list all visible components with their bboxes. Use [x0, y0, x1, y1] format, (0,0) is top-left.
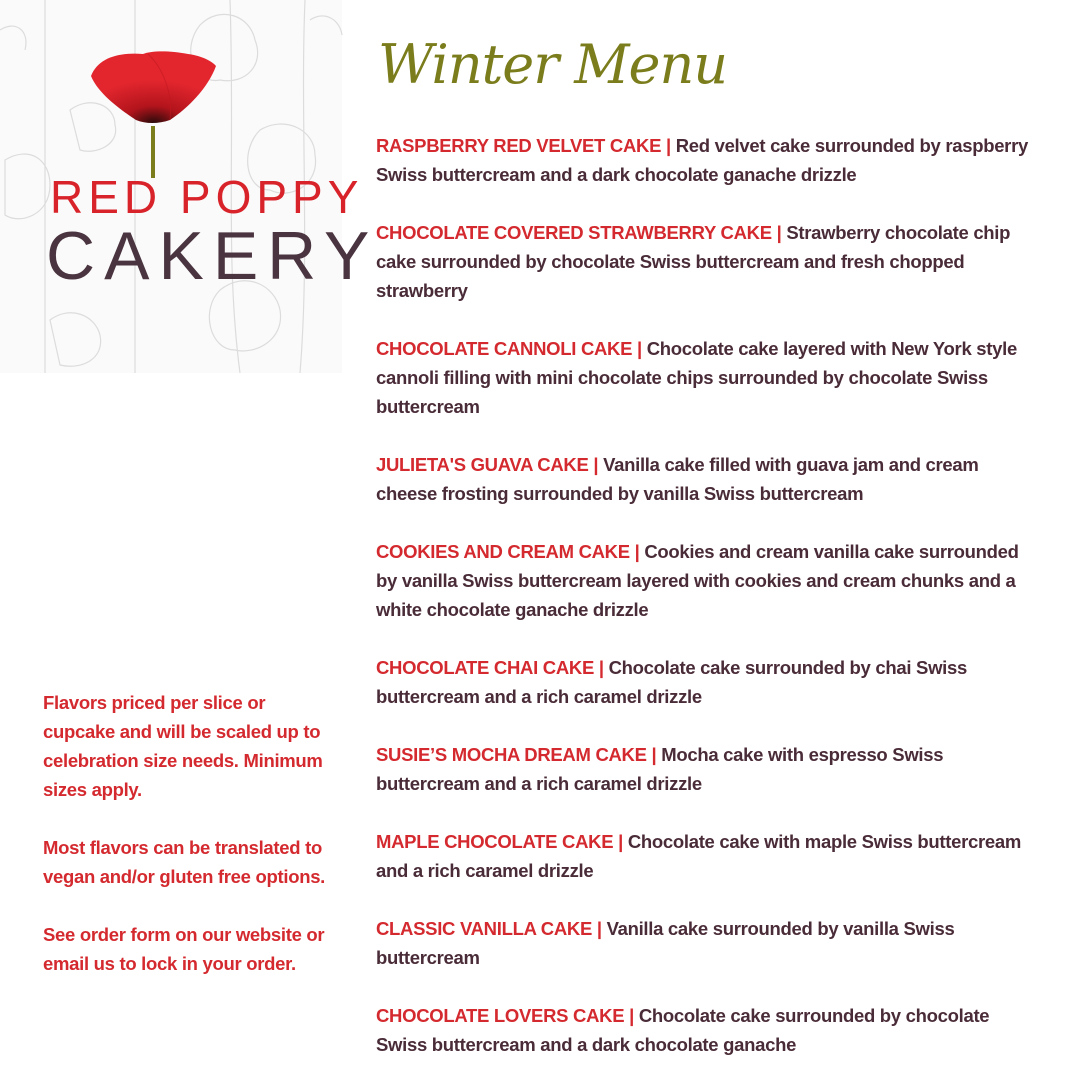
menu-item: [376, 334, 1044, 421]
menu-item: [376, 827, 1044, 885]
menu-item-description: Chocolate cake layered with New York style cannoli filling with mini chocolate chips surrounded by chocolate Swiss buttercream: [376, 338, 1017, 417]
menu-item-name: JULIETA'S GUAVA CAKE |: [376, 454, 599, 475]
menu-item-description: Mocha cake with espresso Swiss buttercream and a rich caramel drizzle: [376, 744, 944, 794]
menu-item-description: Red velvet cake surrounded by raspberry Swiss buttercream and a dark chocolate ganache drizzle: [376, 135, 1028, 185]
menu-item-description: Chocolate cake surrounded by chai Swiss buttercream and a rich caramel drizzle: [376, 657, 967, 707]
menu-item: [376, 653, 1044, 711]
menu-item-description: Cookies and cream vanilla cake surrounded by vanilla Swiss buttercream layered with cookies and cream chunks and a white chocolate ganache drizzle: [376, 541, 1019, 620]
logo-text-cakery: CAKERY: [46, 218, 379, 294]
menu-item-name: RASPBERRY RED VELVET CAKE |: [376, 135, 671, 156]
note-pricing: Flavors priced per slice or cupcake and will be scaled up to celebration size needs. Minimum sizes apply.: [43, 692, 323, 800]
menu-title: Winter Menu: [378, 33, 728, 96]
menu-list: [376, 131, 1044, 1088]
menu-item-description: Chocolate cake with maple Swiss buttercream and a rich caramel drizzle: [376, 831, 1022, 881]
menu-item-description: Chocolate cake surrounded by chocolate Swiss buttercream and a dark chocolate ganache: [376, 1005, 990, 1055]
menu-item-name: SUSIE’S MOCHA DREAM CAKE |: [376, 744, 657, 765]
menu-item: [376, 740, 1044, 798]
notes-panel: [43, 688, 333, 1007]
menu-item: [376, 537, 1044, 624]
menu-item-description: Vanilla cake filled with guava jam and cream cheese frosting surrounded by vanilla Swiss buttercream: [376, 454, 979, 504]
menu-item: [376, 1001, 1044, 1059]
menu-item-name: COOKIES AND CREAM CAKE |: [376, 541, 640, 562]
menu-item-description: Strawberry chocolate chip cake surrounded by chocolate Swiss buttercream and fresh chopped strawberry: [376, 222, 1011, 301]
note-order-form: See order form on our website or email us to lock in your order.: [43, 924, 325, 974]
poppy-flower-icon: [88, 48, 220, 178]
menu-item: [376, 131, 1044, 189]
menu-item: [376, 450, 1044, 508]
menu-item-name: CHOCOLATE COVERED STRAWBERRY CAKE |: [376, 222, 782, 243]
menu-item-name: CHOCOLATE CHAI CAKE |: [376, 657, 604, 678]
menu-item-name: CLASSIC VANILLA CAKE |: [376, 918, 602, 939]
logo-panel: [0, 0, 379, 373]
menu-item-description: Vanilla cake surrounded by vanilla Swiss buttercream: [376, 918, 955, 968]
menu-item-name: MAPLE CHOCOLATE CAKE |: [376, 831, 623, 852]
menu-item: [376, 914, 1044, 972]
logo-text-red-poppy: RED POPPY: [50, 171, 364, 223]
menu-item-name: CHOCOLATE CANNOLI CAKE |: [376, 338, 642, 359]
menu-item: [376, 218, 1044, 305]
note-dietary-options: Most flavors can be translated to vegan and/or gluten free options.: [43, 837, 326, 887]
menu-item-name: CHOCOLATE LOVERS CAKE |: [376, 1005, 634, 1026]
